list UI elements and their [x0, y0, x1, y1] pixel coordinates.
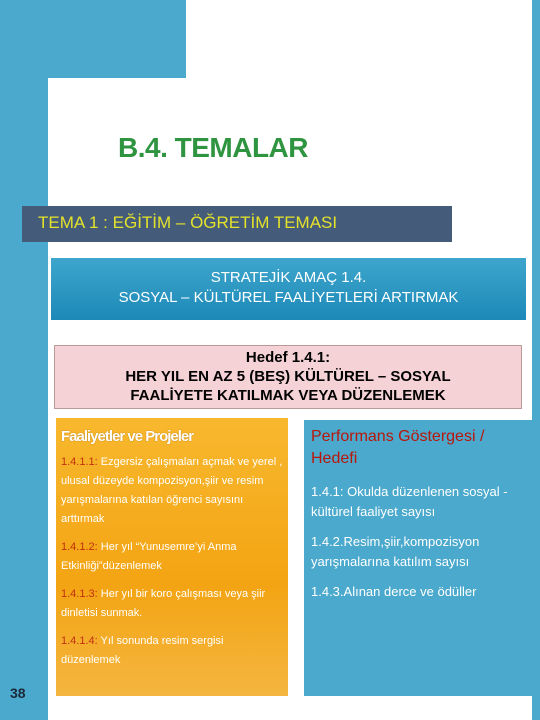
- activity-item: [61, 585, 284, 623]
- activities-title: Faaliyetler ve Projeler: [61, 428, 194, 445]
- activity-code: 1.4.1.3:: [61, 588, 98, 600]
- tema-banner: [22, 206, 452, 242]
- top-white-panel: [186, 0, 540, 78]
- activity-item: [61, 538, 284, 576]
- goal-box: [54, 345, 522, 409]
- goal-line-3: FAALİYETE KATILMAK VEYA DÜZENLEMEK: [130, 387, 446, 404]
- activity-text: Her yıl “Yunusemre’yi Anma Etkinliği”düzenlemek: [61, 541, 237, 572]
- strategy-box: [51, 258, 526, 320]
- goal-line-1: Hedef 1.4.1:: [245, 349, 331, 366]
- strategy-line-1: STRATEJİK AMAÇ 1.4.: [210, 269, 367, 286]
- tema-label: TEMA 1 : EĞİTİM – ÖĞRETİM TEMASI: [38, 213, 338, 232]
- activity-code: 1.4.1.4:: [61, 635, 98, 647]
- left-accent-band: [0, 0, 48, 720]
- goal-line-2: HER YIL EN AZ 5 (BEŞ) KÜLTÜREL – SOSYAL: [125, 368, 451, 385]
- top-accent-band: [48, 0, 186, 78]
- activities-box: [56, 418, 288, 696]
- performance-item: 1.4.2.Resim,şiir,kompozisyon yarışmalarına katılım sayısı: [311, 534, 480, 569]
- activity-item: [61, 453, 284, 529]
- activity-code: 1.4.1.1:: [61, 456, 98, 468]
- activity-text: Her yıl bir koro çalışması veya şiir dinletisi sunmak.: [61, 588, 266, 619]
- activity-code: 1.4.1.2:: [61, 541, 98, 553]
- activity-item: [61, 632, 284, 670]
- performance-item: 1.4.3.Alınan derce ve ödüller: [311, 584, 477, 599]
- right-accent-band: [532, 0, 540, 720]
- performance-box: [304, 420, 532, 696]
- performance-item: 1.4.1: Okulda düzenlenen sosyal -kültürel faaliyet sayısı: [311, 484, 508, 519]
- performance-title: Performans Göstergesi / Hedefi: [311, 428, 485, 467]
- page-title: B.4. TEMALAR: [118, 132, 308, 163]
- activity-text: Yıl sonunda resim sergisi düzenlemek: [61, 635, 224, 666]
- activity-text: Ezgersiz çalışmaları açmak ve yerel , ulusal düzeyde kompozisyon,şiir ve resim yarışmalarına katılan öğrenci sayısını arttırmak: [61, 456, 283, 525]
- strategy-line-2: SOSYAL – KÜLTÜREL FAALİYETLERİ ARTIRMAK: [118, 289, 459, 306]
- page-number: 38: [10, 685, 26, 701]
